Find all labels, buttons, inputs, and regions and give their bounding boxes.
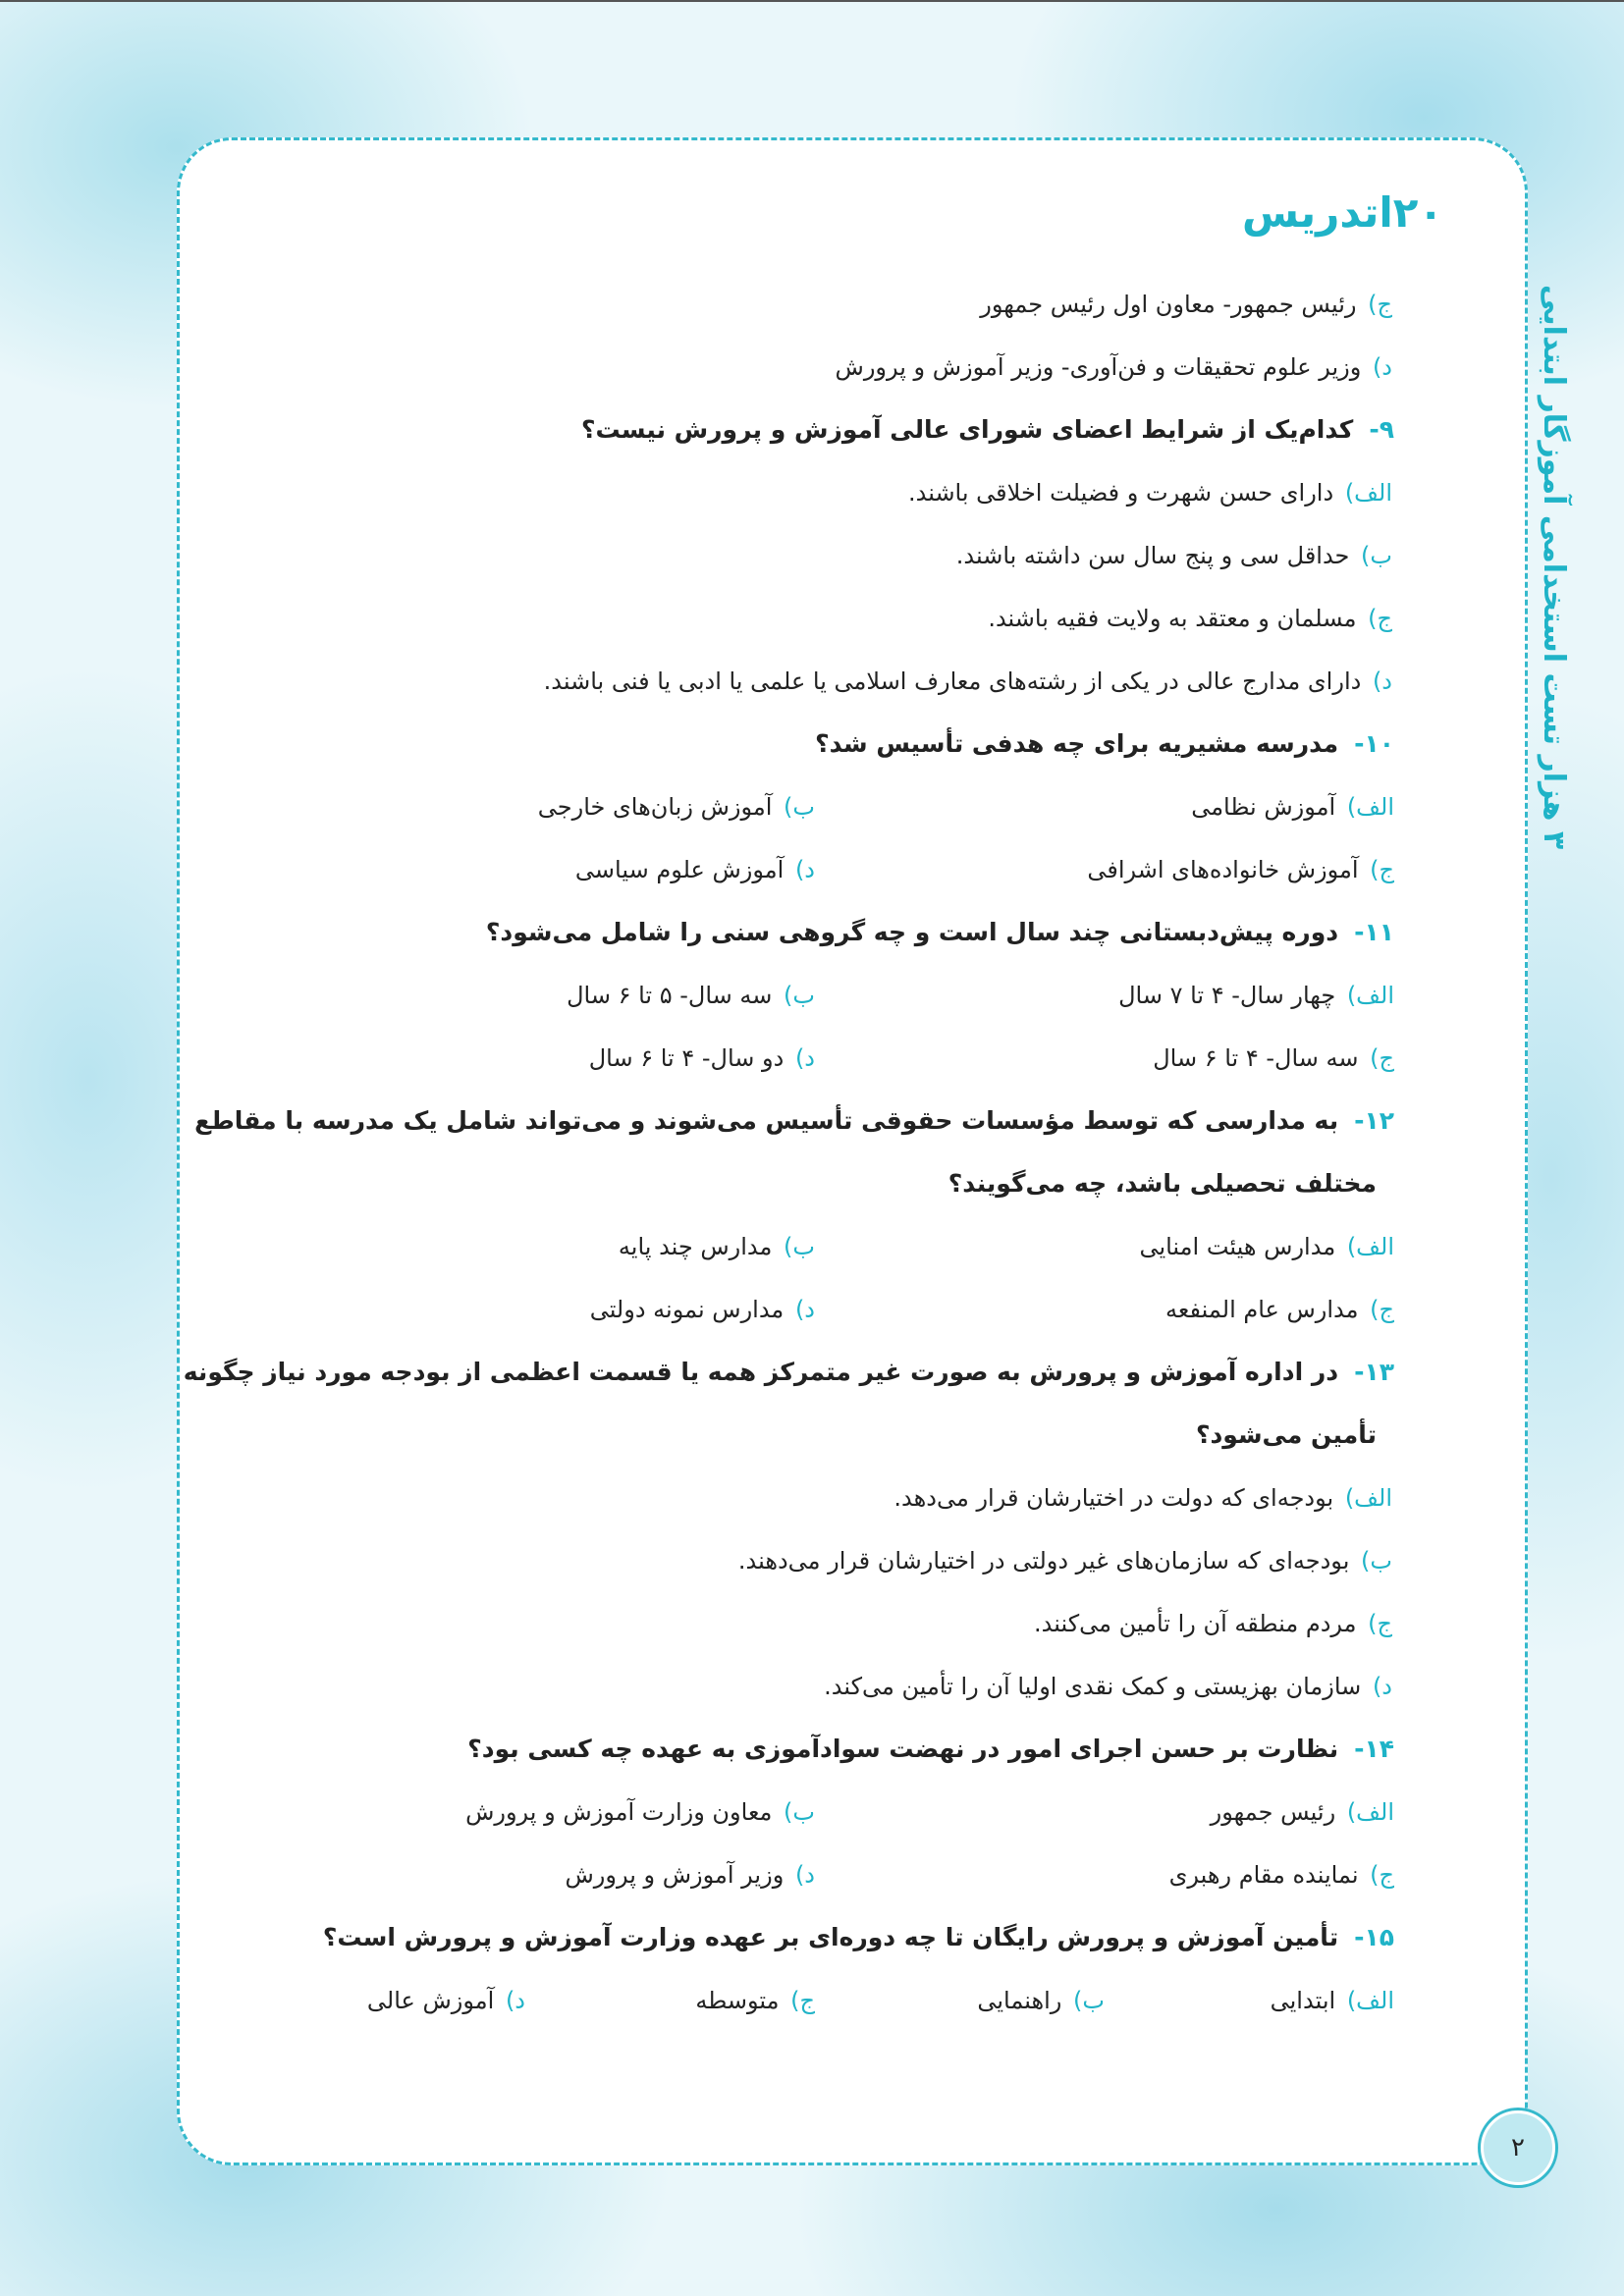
option: ب) راهنمایی xyxy=(977,1987,1105,2014)
question-9: ۹-کدام‌یک از شرایط اعضای شورای عالی آموزش و پرورش نیست؟ xyxy=(580,415,1394,444)
option-line: ج) مسلمان و معتقد به ولایت فقیه باشند. xyxy=(988,605,1392,632)
option-line: د) دارای مدارج عالی در یکی از رشته‌های معارف اسلامی یا علمی یا ادبی یا فنی باشند. xyxy=(543,667,1392,695)
question-14: ۱۴-نظارت بر حسن اجرای امور در نهضت سوادآموزی به عهده چه کسی بود؟ xyxy=(467,1735,1394,1763)
option: الف) چهار سال- ۴ تا ۷ سال xyxy=(1118,982,1394,1009)
option-line: الف) دارای حسن شهرت و فضیلت اخلاقی باشند. xyxy=(907,479,1392,507)
option: ج) نماینده مقام رهبری xyxy=(1168,1861,1394,1889)
option-line: ج) مردم منطقه آن را تأمین می‌کنند. xyxy=(1034,1610,1392,1637)
book-title-vertical: ۳ هزار تست استخدامی آموزگار ابتدایی xyxy=(1537,285,1571,850)
question-13-continuation: تأمین می‌شود؟ xyxy=(1195,1420,1377,1449)
option: د) دو سال- ۴ تا ۶ سال xyxy=(588,1044,815,1072)
option: ب) آموزش زبان‌های خارجی xyxy=(537,793,815,821)
top-rule xyxy=(0,0,1624,2)
option-line: د) وزیر علوم تحقیقات و فن‌آوری- وزیر آموزش و پرورش xyxy=(835,353,1392,381)
option: د) وزیر آموزش و پرورش xyxy=(565,1861,815,1889)
option: ج) سه سال- ۴ تا ۶ سال xyxy=(1153,1044,1394,1072)
brand-logo: ۲۰اتدریس xyxy=(1242,188,1444,237)
option-row xyxy=(236,1278,1394,1341)
option-row xyxy=(236,1843,1394,1906)
option-line: د) سازمان بهزیستی و کمک نقدی اولیا آن را تأمین می‌کند. xyxy=(824,1673,1392,1700)
option-row xyxy=(236,1027,1394,1090)
question-list xyxy=(183,273,1394,2032)
option: د) آموزش علوم سیاسی xyxy=(574,856,815,883)
option: ب) سه سال- ۵ تا ۶ سال xyxy=(567,982,815,1009)
option: ب) مدارس چند پایه xyxy=(618,1233,815,1260)
option: د) آموزش عالی xyxy=(366,1987,525,2014)
option: الف) ابتدایی xyxy=(1270,1987,1394,2014)
option: ج) متوسطه xyxy=(695,1987,815,2014)
question-12-continuation: مختلف تحصیلی باشد، چه می‌گویند؟ xyxy=(947,1169,1377,1198)
question-11: ۱۱-دوره پیش‌دبستانی چند سال است و چه گروهی سنی را شامل می‌شود؟ xyxy=(485,918,1394,946)
option: ج) مدارس عام المنفعه xyxy=(1165,1296,1394,1323)
option: الف) مدارس هیئت امنایی xyxy=(1139,1233,1394,1260)
option-row xyxy=(236,838,1394,901)
option-row xyxy=(236,1781,1394,1843)
option-row xyxy=(236,1969,1394,2032)
option-row xyxy=(236,775,1394,838)
option-row xyxy=(236,964,1394,1027)
page-number: ۲ xyxy=(1481,2110,1555,2185)
question-13: ۱۳-در اداره آموزش و پرورش به صورت غیر متمرکز همه یا قسمت اعظمی از بودجه مورد نیاز چگونه تأمین می‌شود؟ xyxy=(236,1341,1394,1467)
question-12: ۱۲-به مدارسی که توسط مؤسسات حقوقی تأسیس می‌شوند و می‌تواند شامل یک مدرسه با مقاطع مختلف تحصیلی باشد، چه می‌گویند؟ xyxy=(236,1090,1394,1215)
option: د) مدارس نمونه دولتی xyxy=(589,1296,815,1323)
question-10: ۱۰-مدرسه مشیریه برای چه هدفی تأسیس شد؟ xyxy=(815,729,1394,758)
option: ب) معاون وزارت آموزش و پرورش xyxy=(465,1798,815,1826)
option-line: ب) بودجه‌ای که سازمان‌های غیر دولتی در اختیارشان قرار می‌دهند. xyxy=(737,1547,1392,1575)
question-15: ۱۵-تأمین آموزش و پرورش رایگان تا چه دوره‌ای بر عهده وزارت آموزش و پرورش است؟ xyxy=(322,1923,1394,1951)
option-line: الف) بودجه‌ای که دولت در اختیارشان قرار می‌دهد. xyxy=(893,1484,1392,1512)
option: الف) رئیس جمهور xyxy=(1210,1798,1394,1826)
option-row xyxy=(236,1215,1394,1278)
option: ج) آموزش خانواده‌های اشرافی xyxy=(1087,856,1394,883)
option: الف) آموزش نظامی xyxy=(1191,793,1394,821)
option-line: ب) حداقل سی و پنج سال سن داشته باشند. xyxy=(955,542,1392,569)
option-line: ج) رئیس جمهور- معاون اول رئیس جمهور xyxy=(980,291,1392,318)
